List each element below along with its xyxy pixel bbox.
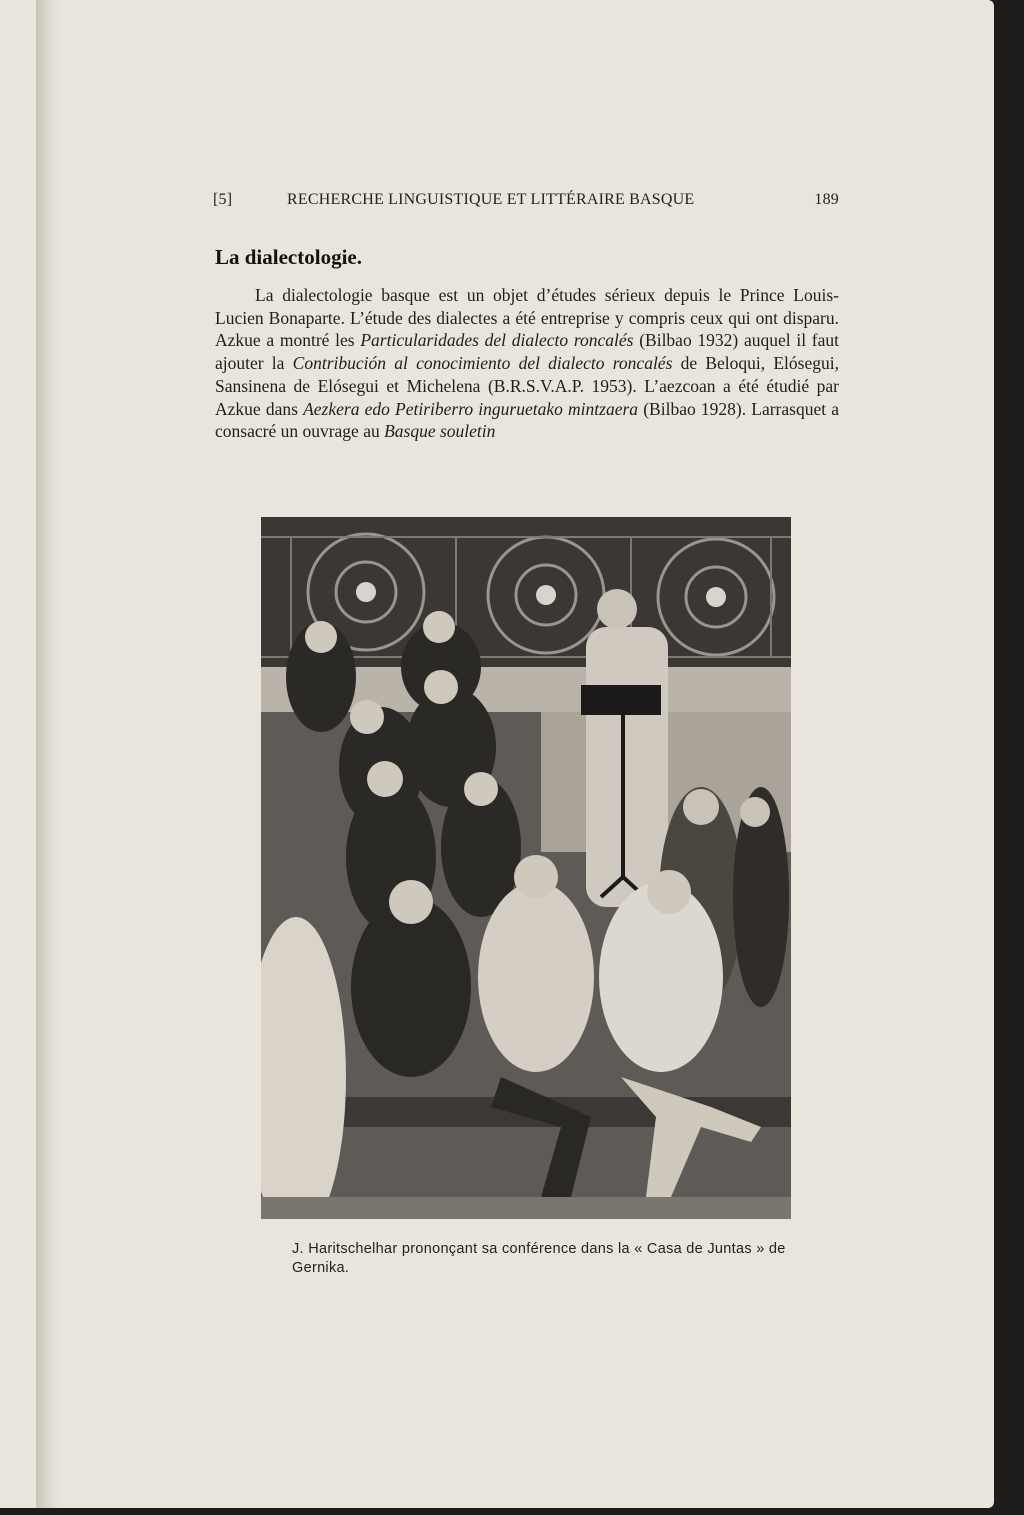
figure-caption: J. Haritschelhar prononçant sa conférence dans la « Casa de Juntas » de Gernika. — [292, 1241, 786, 1276]
section-title: La dialectologie. — [215, 245, 362, 269]
paragraph-text: de Beloqui, Elósegui, Sansinena de Elósegui et Michelena (B.R.S.V.A.P. 1953). L’aezcoan a été étudié par Azkue dans — [215, 353, 839, 419]
body-paragraph — [215, 284, 839, 443]
running-title: RECHERCHE LINGUISTIQUE ET LITTÉRAIRE BASQUE — [287, 191, 695, 208]
conference-photograph — [261, 517, 791, 1219]
page-number: 189 — [814, 191, 839, 208]
paragraph-text: (Bilbao 1928). Larrasquet a consacré un ouvrage au — [215, 398, 840, 442]
italic-title: Particularidades del dialecto roncalés — [360, 330, 634, 351]
italic-title: Contribución al conocimiento del dialecto roncalés — [292, 353, 673, 374]
photo-illustration — [261, 517, 791, 1219]
running-header — [213, 191, 839, 215]
book-gutter — [36, 0, 60, 1508]
paragraph-text: La dialectologie basque est un objet d’études sérieux depuis le Prince Louis-Lucien Bonaparte. L’étude des dialectes a été entreprise y compris ceux qui ont disparu. Azkue a montré les — [215, 285, 839, 351]
italic-title: Aezkera edo Petiriberro inguruetako mintzaera — [303, 398, 639, 419]
italic-title: Basque souletin — [384, 421, 496, 442]
paragraph-text: (Bilbao 1932) auquel il faut ajouter la — [215, 330, 839, 374]
section-number: [5] — [213, 191, 233, 208]
